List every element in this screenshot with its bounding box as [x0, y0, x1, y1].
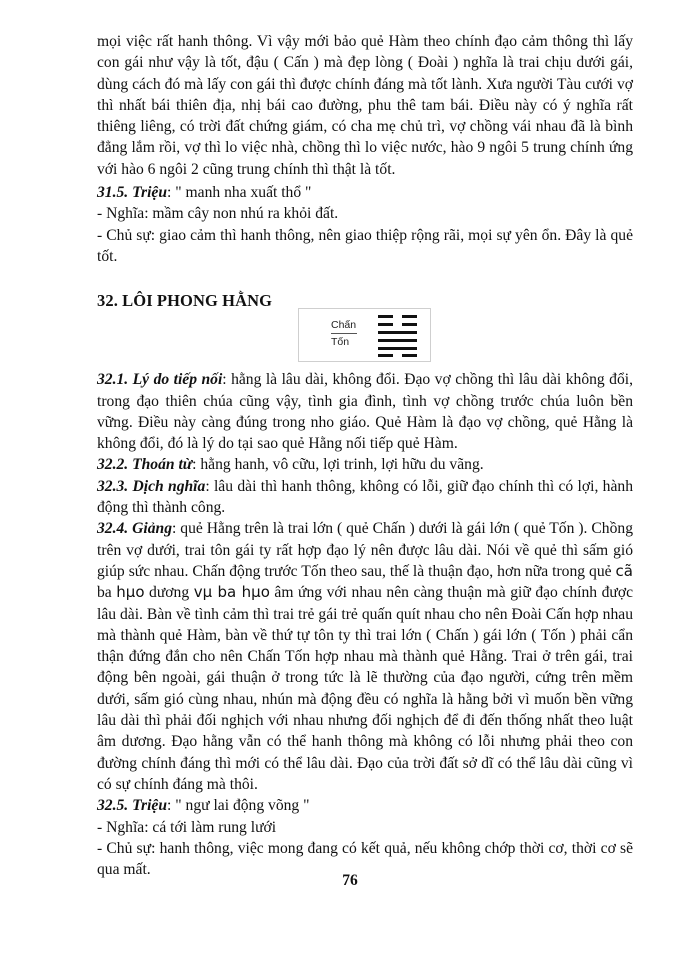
- label-32-3: 32.3. Dịch nghĩa: [97, 477, 206, 495]
- paragraph-31-5-nghia: - Nghĩa: mầm cây non nhú ra khỏi đất.: [97, 205, 339, 223]
- paragraph-32-5-chu-su: - Chủ sự: hanh thông, việc mong đang có kết quả, nếu không chớp thời cơ, thời cơ sẽ qua mất.: [97, 839, 633, 879]
- text-32-4-part4: âm ứng với nhau nên càng thuận mà giữ đạo chính được lâu dài. Bàn về tình cảm thì trai trẻ gái trẻ quấn quít nhau cho nên Đoài Cấn hợp nhau mà thành quẻ Hàm, bàn về thứ tự tôn ty thì trai lớn ( Chấn ) gái lớn ( Tốn ) phải cẩn thận đứng đắn cho nên Chấn Tốn hợp nhau mà thành quẻ Hằng. Trai ở trên gái, trai động bên ngoài, gái thuận ở trong tức là lẽ thường của đạo người, cứng trên mềm dưới, sấm gió cùng nhau, nhún mà động đều có nghĩa là hằng bởi vì muốn bền vững lâu dài thì phải đối nghịch với nhau nhưng đối nghịch để đi đến thống nhất theo luật âm dương. Đạo hằng vẫn có thể hanh thông mà không có lỗi nhưng phải theo con đường chính đáng thì mới có thể lâu dài. Đạo của trời đất sở dĩ có thể lâu dài cũng vì có sự chính đáng mà thôi.: [97, 584, 634, 793]
- hexagram-line-broken-icon: [378, 315, 417, 318]
- paragraph-31-continuation: mọi việc rất hanh thông. Vì vậy mới bảo quẻ Hàm theo chính đạo cảm thông thì lấy con gái như vậy là tốt, đậu ( Cấn ) mà đẹp lòng ( Đoài ) nghĩa là trai chịu dưới gái, dùng cách đó mà lấy con gái thì được chính đáng mà tốt lành. Xưa người Tàu cưới vợ thì nhất bái thiên địa, nhị bái cao đường, phu thê tam bái. Điều này có ý nghĩa rất thiêng liêng, có trời đất chứng giám, có cha mẹ chủ trì, vợ chồng vái nhau đã là bình đẳng lắm rồi, vợ thì lo việc nhà, chồng thì lo việc nước, hào 9 ngôi 5 trung chính ứng với hào 6 ngôi 2 cũng trung chính thì thật là tốt.: [97, 33, 633, 178]
- document-page: [97, 31, 633, 880]
- text-32-4-glitch1: cã: [615, 561, 633, 580]
- lower-trigram-name: Tốn: [331, 336, 350, 348]
- hexagram-line-broken-icon: [378, 354, 417, 357]
- hexagram-box: [298, 308, 431, 362]
- paragraph-31-5-chu-su: - Chủ sự: giao cảm thì hanh thông, nên giao thiệp rộng rãi, mọi sự yên ổn. Đây là quẻ tốt.: [97, 226, 633, 265]
- paragraph-32-2-thoan-tu: [97, 454, 633, 475]
- label-32-2: 32.2. Thoán từ: [97, 456, 193, 474]
- upper-trigram-name: Chấn: [331, 318, 357, 334]
- paragraph-32-4-giang: [97, 518, 633, 795]
- text-32-4-glitch3: vµ ba hµo: [193, 583, 270, 602]
- paragraph-31-5-trieu: [97, 182, 633, 203]
- text-32-4-part2: ba: [97, 584, 117, 602]
- hexagram-line-solid-icon: [378, 347, 417, 350]
- hexagram-lines-icon: [378, 315, 417, 362]
- text-32-4-part3: dương: [144, 584, 194, 602]
- hexagram-line-solid-icon: [378, 339, 417, 342]
- text-32-1: : hằng là lâu dài, không đổi. Đạo vợ chồng thì lâu dài không đổi, trong đạo thiên chúa cũng vậy, tình gia đình, tình vợ chồng trước chúa luôn bền vững. Điều này càng đúng trong nho giáo. Quẻ Hàm là đạo vợ chồng, quẻ Hằng là không đổi, đó là lý do tại sao quẻ Hằng nối tiếp quẻ Hàm.: [97, 371, 633, 453]
- label-32-5: 32.5. Triệu: [97, 797, 168, 815]
- text-32-5: : " ngư lai động võng ": [167, 797, 310, 815]
- hexagram-line-solid-icon: [378, 331, 417, 334]
- section-title-32: 32. LÔI PHONG HẰNG: [97, 291, 273, 311]
- paragraph-32-5-trieu: [97, 795, 633, 816]
- label-31-5-trieu: 31.5. Triệu: [97, 184, 168, 202]
- trigram-names: [331, 318, 357, 349]
- text-31-5-trieu: : " manh nha xuất thổ ": [167, 184, 312, 202]
- text-32-4-glitch2: hµo: [116, 583, 145, 602]
- hexagram-line-broken-icon: [378, 323, 417, 326]
- label-32-1: 32.1. Lý do tiếp nối: [97, 371, 223, 389]
- label-32-4: 32.4. Giảng: [97, 520, 173, 538]
- paragraph-32-5-nghia: - Nghĩa: cá tới làm rung lưới: [97, 818, 277, 836]
- paragraph-32-1-ly-do: [97, 369, 633, 454]
- paragraph-32-3-dich-nghia: [97, 476, 633, 519]
- page-number: 76: [342, 872, 358, 889]
- text-32-2: : hằng hanh, vô cữu, lợi trinh, lợi hữu du vãng.: [192, 456, 484, 474]
- text-32-3: : lâu dài thì hanh thông, không có lỗi, giữ đạo chính thì có lợi, hành động thì thành công.: [97, 477, 633, 517]
- text-32-4-part1: : quẻ Hằng trên là trai lớn ( quẻ Chấn ) dưới là gái lớn ( quẻ Tốn ). Chồng trên vợ dưới, trai tôn gái ty rất hợp đạo lý nên được lâu dài. Nói về quẻ thì sấm gió giúp sức nhau. Chấn động trước Tốn theo sau, thế là thuận đạo, hơn nữa trong quẻ: [97, 520, 633, 580]
